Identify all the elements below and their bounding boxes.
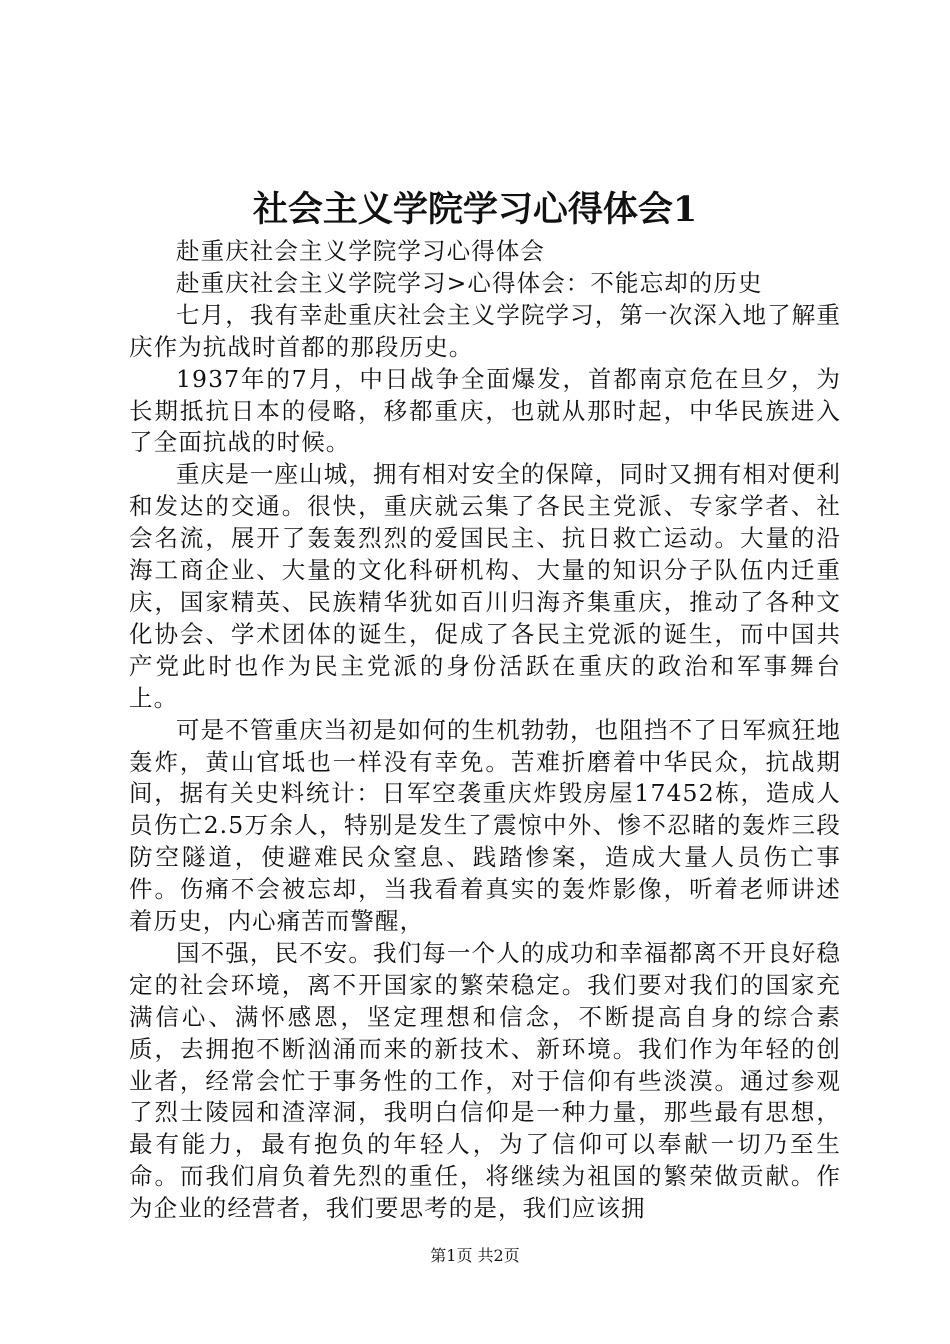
page-title: 社会主义学院学习心得体会1	[252, 189, 698, 230]
paragraph: 1937年的7月，中日战争全面爆发，首都南京危在旦夕，为长期抵抗日本的侵略，移都重庆，也就从那时起，中华民族进入了全面抗战的时候。	[129, 364, 841, 457]
paragraph: 重庆是一座山城，拥有相对安全的保障，同时又拥有相对便利和发达的交通。很快，重庆就云集了各民主党派、专家学者、社会名流，展开了轰轰烈烈的爱国民主、抗日救亡运动。大量的沿海工商企业、大量的文化科研机构、大量的知识分子队伍内迁重庆，国家精英、民族精华犹如百川归海齐集重庆，推动了各种文化协会、学术团体的诞生，促成了各民主党派的诞生，而中国共产党此时也作为民主党派的身份活跃在重庆的政治和军事舞台上。	[129, 460, 841, 712]
paragraph: 国不强，民不安。我们每一个人的成功和幸福都离不开良好稳定的社会环境，离不开国家的繁荣稳定。我们要对我们的国家充满信心、满怀感恩，坚定理想和信念，不断提高自身的综合素质，去拥抱不断汹涌而来的新技术、新环境。我们作为年轻的创业者，经常会忙于事务性的工作，对于信仰有些淡漠。通过参观了烈士陵园和渣滓洞，我明白信仰是一种力量，那些最有思想，最有能力，最有抱负的年轻人，为了信仰可以奉献一切乃至生命。而我们肩负着先烈的重任，将继续为祖国的繁荣做贡献。作为企业的经营者，我们要思考的是，我们应该拥	[129, 938, 841, 1223]
paragraph: 七月，我有幸赴重庆社会主义学院学习，第一次深入地了解重庆作为抗战时首都的那段历史。	[129, 300, 841, 361]
paragraph-subtitle: 赴重庆社会主义学院学习心得体会	[176, 237, 545, 265]
paragraph: 可是不管重庆当初是如何的生机勃勃，也阻挡不了日军疯狂地轰炸，黄山官坻也一样没有幸免。苦难折磨着中华民众，抗战期间，据有关史料统计：日军空袭重庆炸毁房屋17452栋，造成人员伤亡2.5万余人，特别是发生了震惊中外、惨不忍睹的轰炸三段防空隧道，使避难民众窒息、践踏惨案，造成大量人员伤亡事件。伤痛不会被忘却，当我看着真实的轰炸影像，听着老师讲述着历史，内心痛苦而警醒，	[129, 715, 841, 936]
page-number: 第1页 共2页	[430, 1246, 520, 1265]
document-body	[129, 236, 841, 1225]
paragraph-heading: 赴重庆社会主义学院学习>心得体会：不能忘却的历史	[176, 268, 763, 297]
